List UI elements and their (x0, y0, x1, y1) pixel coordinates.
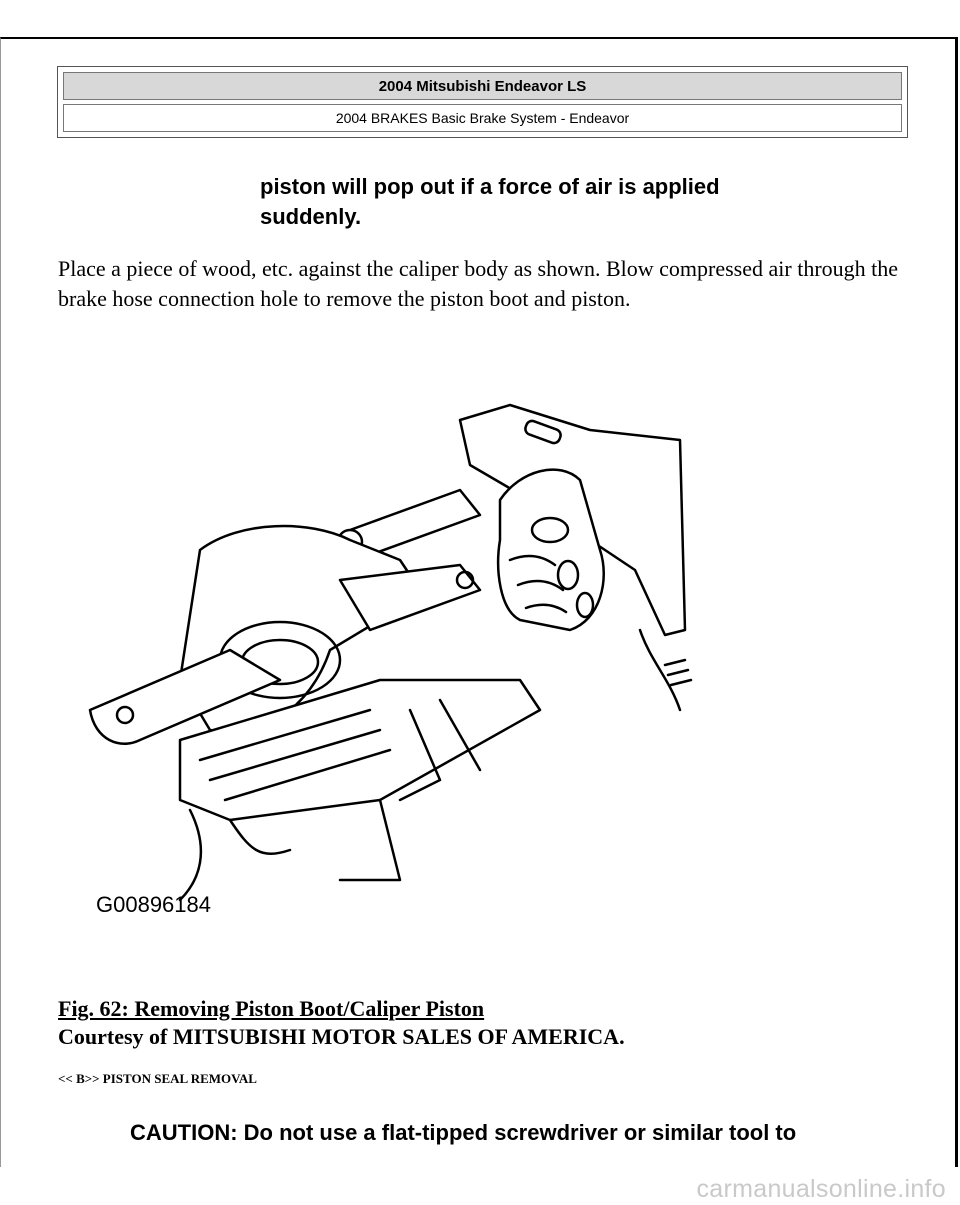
caution-note: CAUTION: Do not use a flat-tipped screwdriver or similar tool to (130, 1120, 797, 1145)
figure-code: G00896184 (96, 892, 211, 917)
watermark: carmanualsonline.info (696, 1175, 946, 1203)
section-heading-link[interactable]: << B>> PISTON SEAL REMOVAL (58, 1071, 257, 1086)
air-gun-barrel (350, 490, 480, 555)
cloth (180, 800, 400, 900)
vehicle-title: 2004 Mitsubishi Endeavor LS (63, 72, 902, 100)
caliper-illustration (80, 380, 700, 940)
procedure-paragraph: Place a piece of wood, etc. against the caliper body as shown. Blow compressed air through the brake hose connection hole to remove the piston boot and piston. (58, 256, 899, 311)
document-header (57, 66, 908, 138)
air-hose (640, 630, 680, 710)
figure-caption (58, 995, 918, 1051)
figure-caption-title[interactable]: Fig. 62: Removing Piston Boot/Caliper Piston (58, 996, 485, 1021)
figure-courtesy: Courtesy of MITSUBISHI MOTOR SALES OF AMERICA. (58, 1024, 625, 1049)
note-continuation: piston will pop out if a force of air is applied suddenly. (260, 174, 720, 229)
section-subtitle: 2004 BRAKES Basic Brake System - Endeavor (63, 104, 902, 132)
